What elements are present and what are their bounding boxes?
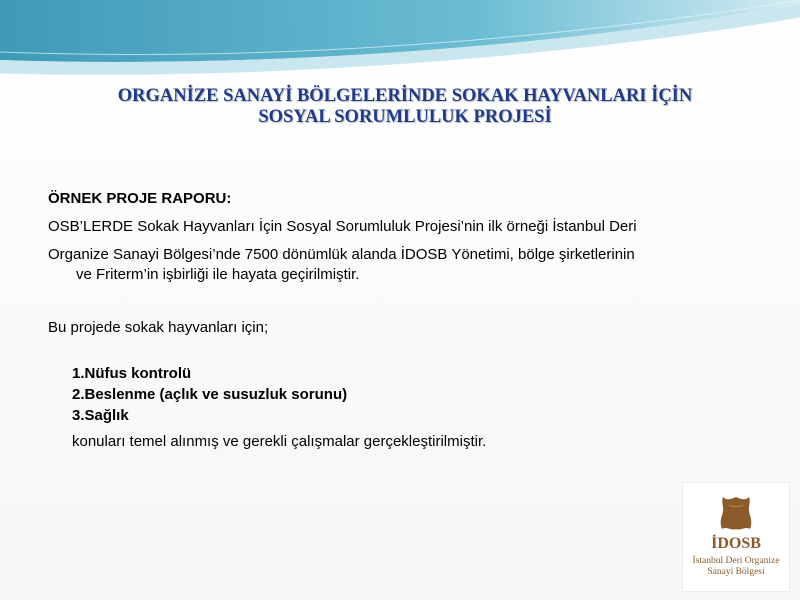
header-wave-decoration <box>0 0 800 80</box>
report-heading: ÖRNEK PROJE RAPORU: <box>48 190 232 207</box>
list-item: 1.Nüfus kontrolü <box>72 365 192 382</box>
lead-text: Bu projede sokak hayvanları için; <box>48 319 269 336</box>
slide-title-line: ORGANİZE SANAYİ BÖLGELERİNDE SOKAK HAYVANLARI İÇİN <box>117 86 693 106</box>
list-item: 2.Beslenme (açlık ve susuzluk sorunu) <box>72 386 348 403</box>
leather-hide-icon <box>717 493 755 533</box>
list-item: 3.Sağlık <box>72 407 129 424</box>
intro-line: ve Friterm’in işbirliği ile hayata geçirilmiştir. <box>76 266 360 283</box>
idosb-logo <box>682 482 790 592</box>
intro-line: Organize Sanayi Bölgesi’nde 7500 dönümlük alanda İDOSB Yönetimi, bölge şirketlerinin <box>48 246 635 263</box>
logo-subtitle <box>683 556 789 578</box>
closing-text: konuları temel alınmış ve gerekli çalışmalar gerçekleştirilmiştir. <box>72 433 487 450</box>
slide-title-line: SOSYAL SORUMLULUK PROJESİ <box>258 107 552 127</box>
intro-line: OSB’LERDE Sokak Hayvanları İçin Sosyal Sorumluluk Projesi’nin ilk örneği İstanbul Deri <box>48 218 637 235</box>
logo-name: İDOSB <box>711 535 761 552</box>
logo-subtitle-line: İstanbul Deri Organize <box>692 556 780 566</box>
slide-title <box>60 86 750 128</box>
logo-subtitle-line: Sanayi Bölgesi <box>707 567 765 577</box>
